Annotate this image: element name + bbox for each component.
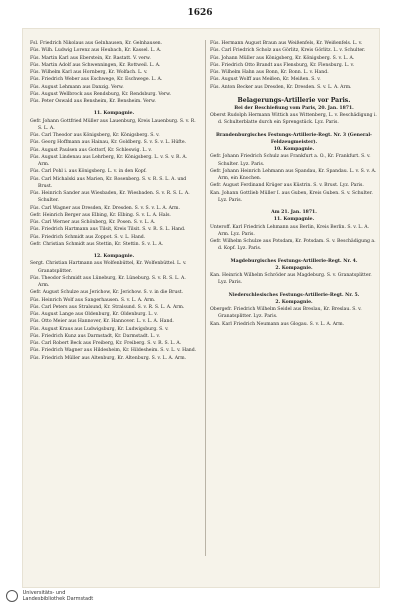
library-footer [6,590,93,602]
casualty-entry: Füs. Carl Michalski aus Marien, Kr. Rosenberg. S. v. R. S. L. A. und Brust. [30,176,187,189]
section-heading: Belagerungs-Artillerie vor Paris. [237,96,351,104]
casualty-entry: Füs. August Paulsen aus Gottorf, Kr. Schleswig. L. v. [30,147,152,153]
casualty-entry: Füs. August Lindenau aus Lehrberg, Kr. Königsberg. L. v. S. v. R. A. Arm. [30,154,188,167]
casualty-entry: Gefr. Wilhelm Schulze aus Potsdam, Kr. Potsdam. S. v. Beschädigung a. d. Kopf. Lyz. Paris. [210,239,376,252]
casualty-entry: Füs. Anton Becker aus Dresden, Kr. Dresden. S. v. L. A. Arm. [210,84,352,90]
casualty-entry: Obergefr. Friedrich Wilhelm Seidel aus Breslau, Kr. Breslau. S. v. Granatsplitter. Lyz. Paris. [210,307,362,320]
casualty-entry: Füs. August Lange aus Oldenburg, Kr. Oldenburg. L. v. [30,312,158,317]
casualty-entry: Füs. Carl Theodor aus Königsberg, Kr. Königsberg. S. v. [30,133,160,138]
casualty-entry: Fsl. Friedrich Nikolaus aus Gelnhausen, Kr. Gelnhausen. [30,41,163,46]
casualty-entry: Füs. Heinrich Wolf aus Sangerhausen. S. v. L. A. Arm. [30,297,156,303]
casualty-entry: Füs. Carl Robert Beck aus Freiberg, Kr. Freiberg. S. v. R. S. L. A. [30,341,182,346]
section-heading: 12. Kompagnie. [93,254,135,259]
casualty-entry: Füs. Carl Friedrich Scholz aus Görlitz, Kreis Görlitz. L. v. Schulter. [210,48,366,54]
casualty-entry: Füs. Martin Adolf aus Schwenningen, Kr. Rottweil. L. A. [30,62,161,68]
casualty-entry: Unteroff. Karl Friedrich Lehmann aus Berlin, Kreis Berlin. S. v. L. A. Arm. Lyz. Paris. [210,224,370,237]
library-logo-icon [6,590,18,602]
casualty-entry: Füs. Hermann August Braun aus Weißenfels, Kr. Weißenfels. L. v. [210,41,363,46]
casualty-entry: Füs. Friedrich Schmidt aus Zoppot. S. v. L. Hand. [30,234,146,240]
casualty-entry: Füs. Wilh. Ludwig Lorenz aus Heubach, Kr. Kassel. L. A. [30,48,162,54]
casualty-entry: Gefr. Johann Friedrich Schulz aus Frankfurt a. O., Kr. Frankfurt. S. v. Schulter. Lyz. Paris. [210,154,371,167]
casualty-entry: Füs. Georg Hoffmann aus Hainau, Kr. Goldberg. S. v. S. v. L. Hüfte. [30,140,186,146]
casualty-entry: Füs. Carl Peters aus Stralsund, Kr. Stralsund. S. v. R. S. L. A. Arm. [30,304,185,310]
casualty-entry: Kan. Karl Friedrich Neumann aus Glogau. S. v. L. A. Arm. [210,321,345,327]
left-column [30,40,198,362]
casualty-entry: Füs. Friedrich Hartmann aus Tilsit, Kreis Tilsit. S. v. R. S. L. Hand. [30,227,186,233]
section-heading: 10. Kompagnie. [273,147,315,152]
casualty-entry: Sergt. Christian Hartmann aus Wolfenbüttel, Kr. Wolfenbüttel. L. v. Granatsplitter. [30,261,187,274]
right-column [210,40,378,328]
section-heading: Bei der Beschießung vom Paris, 20. Jan. 1871. [234,105,354,111]
section-heading: Brandenburgisches Festungs-Artillerie-Regt. Nr. 3 (General-Feldzeugmeister). [216,132,372,145]
casualty-entry: Füs. Friedrich Kunz aus Darmstadt, Kr. Darmstadt. L. v. [30,333,161,339]
casualty-entry: Füs. August Lehmann aus Danzig. Verw. [30,84,124,90]
casualty-entry: Gefr. Christian Schmidt aus Stettin, Kr. Stettin. S. v. L. A. [30,241,164,247]
footer-line-2: Landesbibliothek Darmstadt [22,596,94,602]
casualty-entry: Füs. Friedrich Wagner aus Hildesheim, Kr. Hildesheim. S. v. L. v. Hand. [30,348,197,354]
casualty-entry: Oberst Rudolph Hermann Wittich aus Wittenberg, L. v. Beschädigung i. d. Schulterblatte durch ein Sprengstück. Lyz. Paris. [210,113,377,126]
casualty-entry: Füs. Theodor Schmidt aus Lüneburg, Kr. Lüneburg. S. v. R. S. L. A. Arm. [30,275,186,288]
footer-line-1: Universitäts- und [22,590,66,596]
casualty-entry: Gefr. August Ferdinand Krüger aus Küstrin. S. v. Brust. Lyz. Paris. [210,183,364,189]
page-number: 1626 [187,8,213,18]
casualty-entry: Kan. Heinrich Wilhelm Schröder aus Magdeburg. S. v. Granatsplitter. Lyz. Paris. [210,273,372,286]
section-heading: 2. Kompagnie. [275,299,313,305]
casualty-entry: Gefr. August Schulze aus Jerichow, Kr. Jerichow. S. v. in die Brust. [30,290,184,296]
casualty-entry: Füs. August Kraus aus Ludwigsburg, Kr. Ludwigsburg. S. v. [30,326,169,332]
casualty-entry: Gefr. Johann Gottfried Müller aus Lauenburg, Kreis Lauenburg. S. v. R. S. L. A. [30,118,196,131]
casualty-entry: Kan. Johann Gottlieb Müller I. aus Guben, Kreis Guben. S. v. Schulter. Lyz. Paris. [210,190,373,203]
casualty-entry: Gefr. Heinrich Berger aus Elbing, Kr. Elbing. S. v. L. A. Hals. [30,212,171,218]
casualty-entry: Füs. Friedrich Weber aus Eschwege, Kr. Eschwege. L. A. [30,77,163,83]
casualty-entry: Füs. August Wellbrock aus Rendsburg, Kr. Rendsburg. Verw. [30,91,171,97]
casualty-entry: Füs. Wilhelm Karl aus Hornberg, Kr. Wolfach. L. v. [30,70,148,75]
section-heading: Niederschlesisches Festungs-Artillerie-Regt. Nr. 5. [228,292,360,298]
casualty-entry: Gefr. Johann Heinrich Lehmann aus Spandau, Kr. Spandau. L. v. S. v. A. Arm, ein Knochen. [210,168,377,181]
column-divider [205,40,206,556]
casualty-entry: Füs. Otto Meier aus Hannover, Kr. Hannover. L. v. L. A. Hand. [30,319,174,325]
casualty-entry: Füs. Peter Oswald aus Bensheim, Kr. Bensheim. Verw. [30,99,156,104]
casualty-entry: Füs. Carl Werner aus Schönberg, Kr. Posen. S. v. L. A. [30,220,156,225]
casualty-entry: Füs. Friedrich Müller aus Altenburg, Kr. Altenburg. S. v. L. A. Arm. [30,355,187,361]
casualty-entry: Füs. Johann Müller aus Königsberg, Kr. Königsberg. S. v. L. A. [210,55,355,61]
casualty-entry: Füs. Carl Pohl i. aus Königsberg. L. v. in den Kopf. [30,169,147,175]
section-heading: 11. Kompagnie. [273,217,315,223]
section-heading: Am 21. Jan. 1871. [271,210,317,215]
section-heading: Magdeburgisches Festungs-Artillerie-Regt. Nr. 4. [230,258,358,264]
section-heading: 11. Kompagnie. [93,111,135,117]
casualty-entry: Füs. Friedrich Otto Brandt aus Flensburg, Kr. Flensburg. L. v. [210,62,355,68]
casualty-entry: Füs. Wilhelm Hahn aus Bonn, Kr. Bonn. L. v. Hand. [210,70,329,75]
casualty-entry: Füs. Martin Karl aus Eberstein, Kr. Rastatt. V. verw. [30,55,151,61]
casualty-entry: Füs. August Wolff aus Meißen, Kr. Meißen. S. v. [210,77,321,83]
casualty-entry: Füs. Carl Wagner aus Dresden, Kr. Dresden. S. v. S. v. L. A. Arm. [30,205,180,211]
casualty-entry: Füs. Heinrich Sander aus Wiesbaden, Kr. Wiesbaden. S. v. R. S. L. A. Schulter. [30,191,190,204]
section-heading: 2. Kompagnie. [275,265,313,271]
